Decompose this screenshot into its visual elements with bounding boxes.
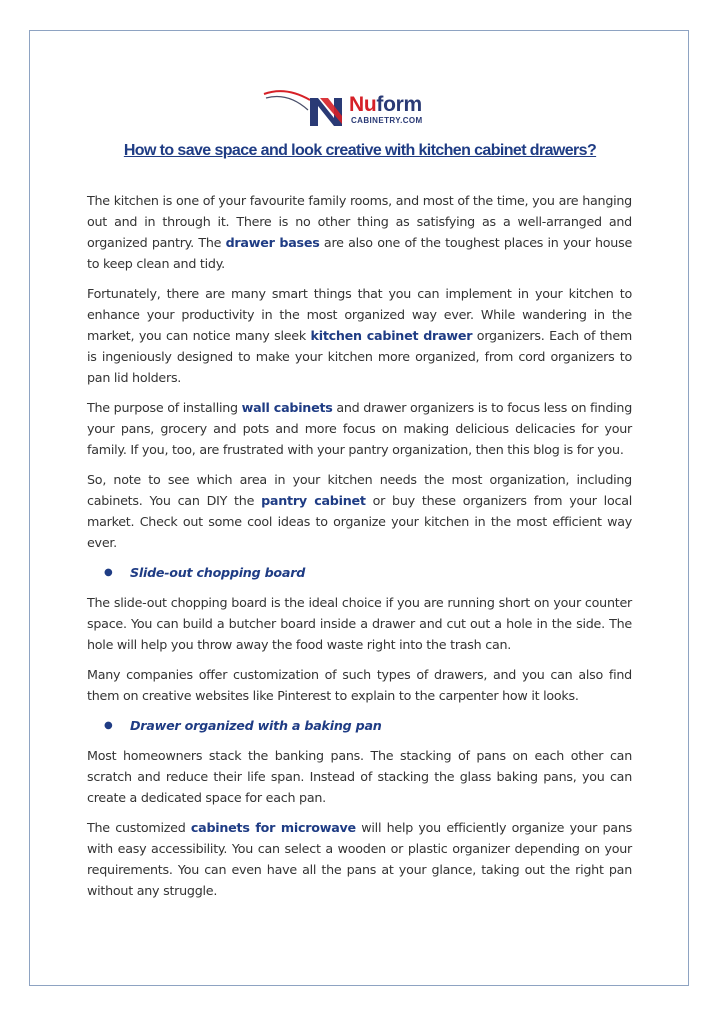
bullet-dot-icon: ● (104, 720, 113, 731)
p8-text-b: will help you efficiently organize your pans with easy accessibility. You can select a wooden or plastic organizer depending on your requirements. You can even have all the pans at your glance, taking out the right pan without any struggle. (87, 820, 632, 898)
logo-subtitle: CABINETRY.COM (351, 116, 423, 125)
paragraph-2 (87, 283, 632, 388)
bullet-2-text: Drawer organized with a baking pan (130, 718, 382, 733)
logo-nu: Nu (349, 93, 377, 116)
nuform-logo (262, 86, 462, 130)
bullet-item-1 (87, 562, 632, 583)
bullet-dot-icon: ● (104, 567, 113, 578)
link-cabinets-for-microwave[interactable]: cabinets for microwave (190, 820, 356, 835)
p3-text-b: and drawer organizers is to focus less on finding your pans, grocery and pots and more focus on making delicious delicacies for your family. If you, too, are frustrated with your pantry organization, then this blog is for you. (87, 400, 632, 457)
paragraph-4 (87, 469, 632, 553)
paragraph-3 (87, 397, 632, 460)
paragraph-7: Most homeowners stack the banking pans. The stacking of pans on each other can scratch and reduce their life span. Instead of stacking the glass baking pans, you can create a dedicated space for each pan. (87, 748, 632, 805)
paragraph-5: The slide-out chopping board is the ideal choice if you are running short on your counter space. You can build a butcher board inside a drawer and cut out a hole in the side. The hole will help you throw away the food waste right into the trash can. (87, 595, 632, 652)
document-title: How to save space and look creative with kitchen cabinet drawers? (123, 142, 597, 159)
p1-text-b: are also one of the toughest places in your house to keep clean and tidy. (87, 235, 632, 271)
link-wall-cabinets[interactable]: wall cabinets (241, 400, 333, 415)
p4-text-b: or buy these organizers from your local market. Check out some cool ideas to organize your kitchen in the most efficient way ever. (87, 493, 632, 550)
p2-text-b: organizers. Each of them is ingeniously designed to make your kitchen more organized, from cord organizers to pan lid holders. (87, 328, 632, 385)
link-drawer-bases[interactable]: drawer bases (225, 235, 320, 250)
p2-text-a: Fortunately, there are many smart things that you can implement in your kitchen to enhance your productivity in the most organized way ever. While wandering in the market, you can notice many sleek (87, 286, 632, 343)
paragraph-1 (87, 190, 632, 274)
logo-swoosh-icon (262, 86, 352, 130)
article-body (87, 190, 632, 910)
logo-form: form (376, 93, 422, 116)
paragraph-8 (87, 817, 632, 901)
bullet-item-2 (87, 715, 632, 736)
p4-text-a: So, note to see which area in your kitchen needs the most organization, including cabinets. You can DIY the (87, 472, 632, 508)
bullet-1-text: Slide-out chopping board (130, 565, 306, 580)
link-pantry-cabinet[interactable]: pantry cabinet (261, 493, 366, 508)
link-kitchen-cabinet-drawer[interactable]: kitchen cabinet drawer (310, 328, 473, 343)
p8-text-a: The customized (87, 820, 191, 835)
p3-text-a: The purpose of installing (87, 400, 242, 415)
p1-text-a: The kitchen is one of your favourite family rooms, and most of the time, you are hanging out and in through it. There is no other thing as satisfying as a well-arranged and organized pantry. The (87, 193, 632, 250)
logo-wordmark (349, 95, 422, 115)
paragraph-6: Many companies offer customization of such types of drawers, and you can also find them on creative websites like Pinterest to explain to the carpenter how it looks. (87, 667, 632, 703)
